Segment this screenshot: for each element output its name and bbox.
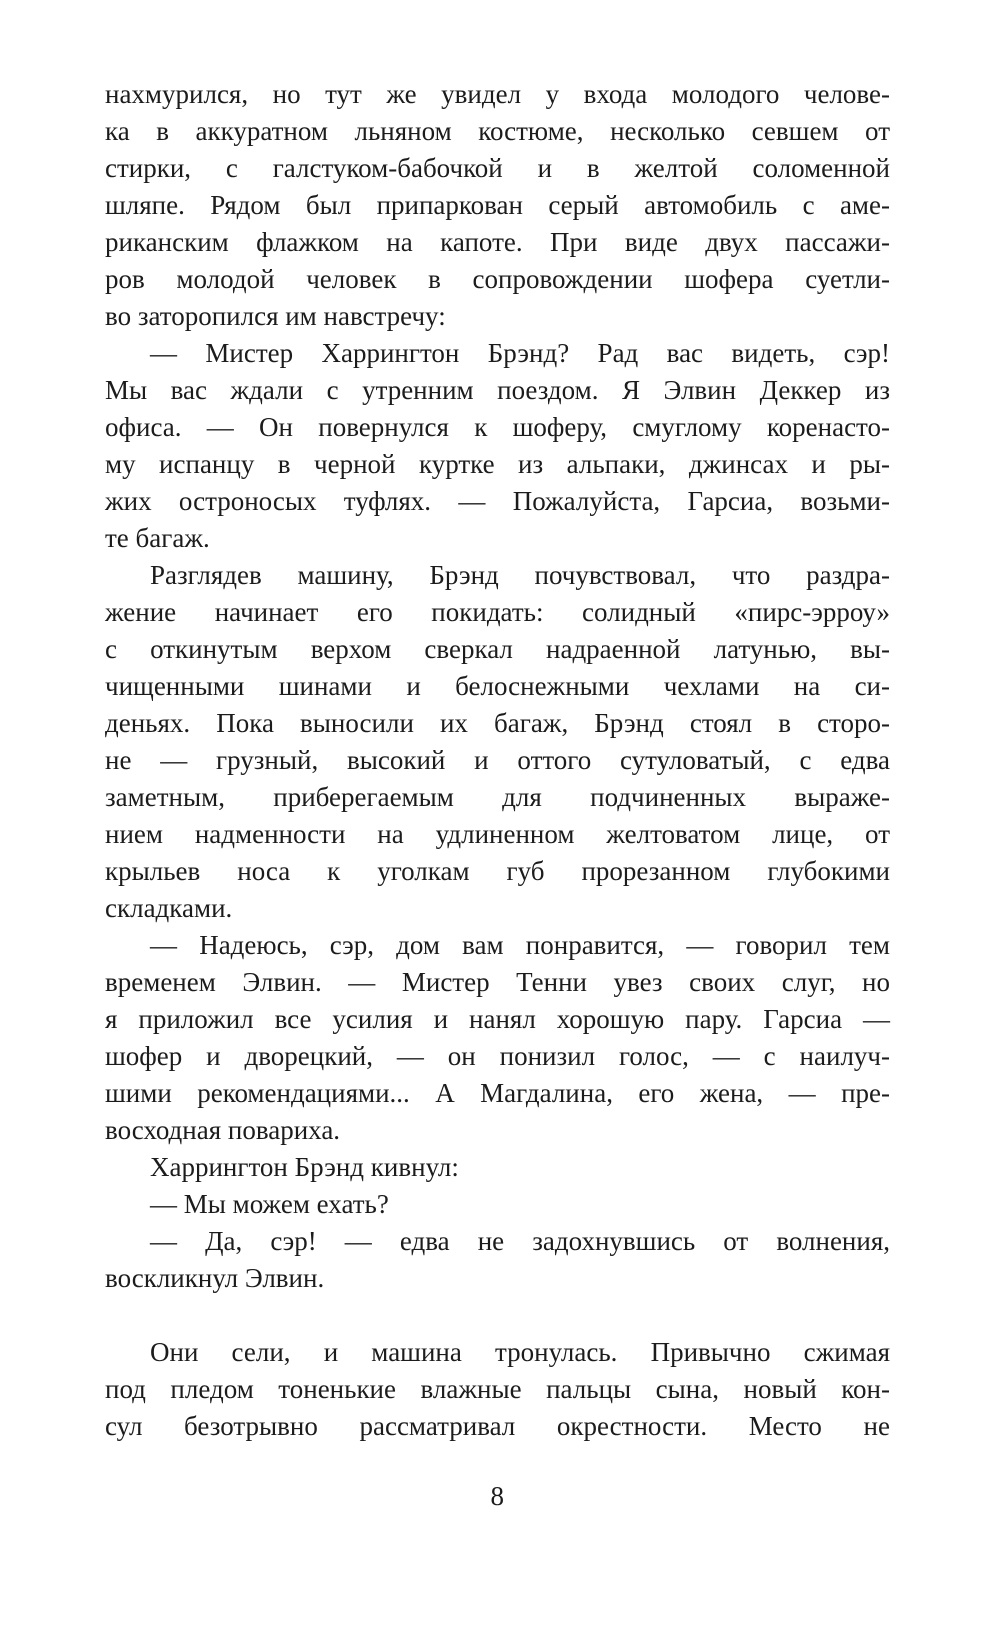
paragraph <box>105 1223 890 1297</box>
paragraph <box>105 557 890 927</box>
paragraph <box>105 76 890 335</box>
text-line: шофер и дворецкий, — он понизил голос, — с наилуч- <box>105 1041 890 1071</box>
text-line: под пледом тоненькие влажные пальцы сына, новый кон- <box>105 1374 890 1404</box>
text-line: крыльев носа к уголкам губ прорезанном глубокими <box>105 856 890 886</box>
text-line: — Надеюсь, сэр, дом вам понравится, — говорил тем <box>150 930 890 960</box>
text-line: офиса. — Он повернулся к шоферу, смуглому коренасто- <box>105 412 890 442</box>
text-line: нием надменности на удлиненном желтоватом лице, от <box>105 819 890 849</box>
text-line: му испанцу в черной куртке из альпаки, джинсах и ры- <box>105 449 890 479</box>
text-line: нахмурился, но тут же увидел у входа молодого челове- <box>105 79 890 109</box>
paragraph <box>105 1186 890 1223</box>
text-line: — Мистер Харрингтон Брэнд? Рад вас видеть, сэр! <box>150 338 890 368</box>
text-line: стирки, с галстуком-бабочкой и в желтой соломенной <box>105 153 890 183</box>
text-line: Они сели, и машина тронулась. Привычно сжимая <box>150 1337 890 1367</box>
text-line: воскликнул Элвин. <box>105 1263 325 1293</box>
text-line: — Да, сэр! — едва не задохнувшись от волнения, <box>150 1226 890 1256</box>
text-line: — Мы можем ехать? <box>150 1189 389 1219</box>
text-line: шляпе. Рядом был припаркован серый автомобиль с аме- <box>105 190 890 220</box>
paragraph <box>105 335 890 557</box>
text-line: те багаж. <box>105 523 210 553</box>
text-line: я приложил все усилия и нанял хорошую пару. Гарсиа — <box>105 1004 890 1034</box>
text-line: жение начинает его покидать: солидный «пирс-эрроу» <box>105 597 890 627</box>
text-line: Харрингтон Брэнд кивнул: <box>150 1152 459 1182</box>
text-line: восходная повариха. <box>105 1115 341 1145</box>
text-line: Разглядев машину, Брэнд почувствовал, что раздра- <box>150 560 890 590</box>
text-line: шими рекомендациями... А Магдалина, его жена, — пре- <box>105 1078 890 1108</box>
text-line: деньях. Пока выносили их багаж, Брэнд стоял в сторо- <box>105 708 890 738</box>
text-line: сул безотрывно рассматривал окрестности. Место не <box>105 1411 890 1441</box>
text-line: временем Элвин. — Мистер Тенни увез своих слуг, но <box>105 967 890 997</box>
text-line: жих остроносых туфлях. — Пожалуйста, Гарсиа, возьми- <box>105 486 890 516</box>
text-line: заметным, приберегаемым для подчиненных выраже- <box>105 782 890 812</box>
paragraph <box>105 1334 890 1445</box>
text-line: во заторопился им навстречу: <box>105 301 446 331</box>
text-line: чищенными шинами и белоснежными чехлами на си- <box>105 671 890 701</box>
text-line: складками. <box>105 893 233 923</box>
paragraph <box>105 927 890 1149</box>
text-line: не — грузный, высокий и оттого сутуловатый, с едва <box>105 745 890 775</box>
text-line: ров молодой человек в сопровождении шофера суетли- <box>105 264 890 294</box>
page-number: 8 <box>490 1481 505 1511</box>
text-line: ка в аккуратном льняном костюме, несколько севшем от <box>105 116 890 146</box>
text-line: риканским флажком на капоте. При виде двух пассажи- <box>105 227 890 257</box>
text-line: Мы вас ждали с утренним поездом. Я Элвин Деккер из <box>105 375 890 405</box>
text-line: с откинутым верхом сверкал надраенной латунью, вы- <box>105 634 890 664</box>
paragraph <box>105 1149 890 1186</box>
